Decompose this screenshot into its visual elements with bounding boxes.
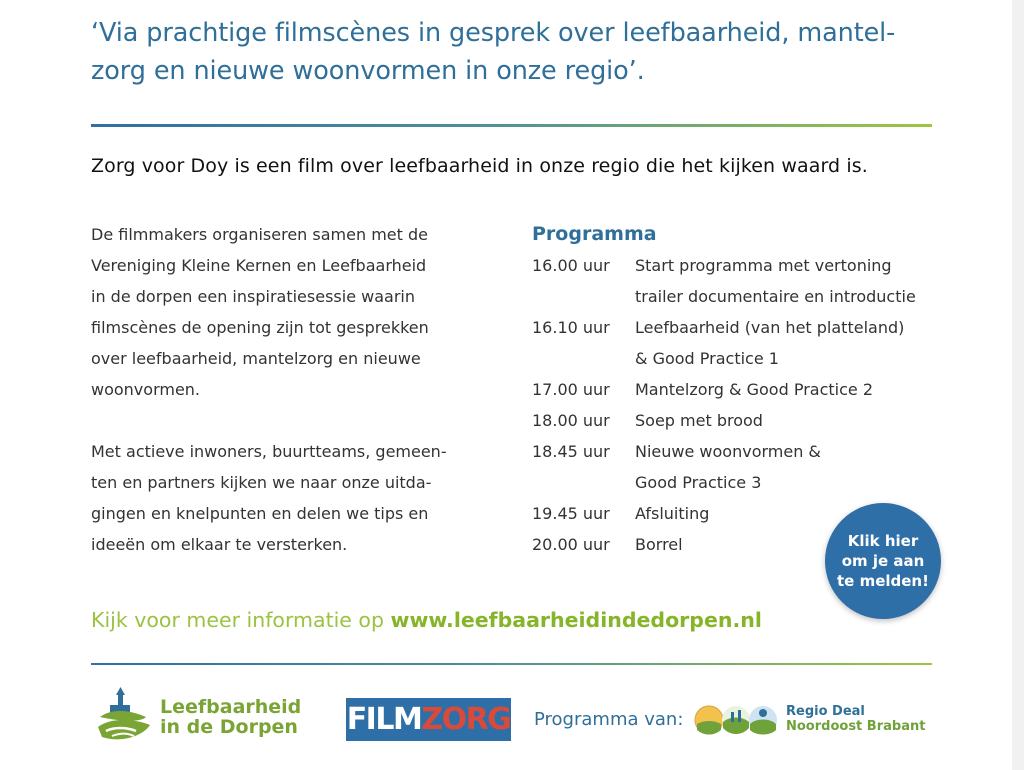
- program-time: 18.00 uur: [532, 411, 610, 430]
- top-divider: [91, 124, 932, 127]
- text-line: Met actieve inwoners, buurtteams, gemeen-: [91, 442, 447, 461]
- program-desc: Nieuwe woonvormen &: [635, 442, 821, 461]
- program-row: [532, 436, 962, 467]
- program-time: 17.00 uur: [532, 380, 610, 399]
- more-info-line: [91, 604, 851, 636]
- website-link[interactable]: www.leefbaarheidindedorpen.nl: [390, 608, 762, 632]
- text-line: over leefbaarheid, mantelzorg en nieuwe: [91, 349, 421, 368]
- program-row: [532, 467, 962, 498]
- program-time: 16.00 uur: [532, 256, 610, 275]
- logo-line: Regio Deal: [786, 704, 865, 719]
- program-time: 18.45 uur: [532, 442, 610, 461]
- page-edge: [1012, 0, 1024, 770]
- text-line: De filmmakers organiseren samen met de: [91, 225, 428, 244]
- program-desc: Leefbaarheid (van het platteland): [635, 318, 905, 337]
- program-desc: Mantelzorg & Good Practice 2: [635, 380, 873, 399]
- logo-line: Leefbaarheid: [160, 696, 302, 718]
- badge-line: Klik hier: [847, 532, 919, 550]
- program-row: [532, 343, 962, 374]
- program-desc: Borrel: [635, 535, 683, 554]
- program-row: [532, 281, 962, 312]
- bottom-divider: [91, 663, 932, 665]
- intro-paragraph-1: [91, 219, 491, 405]
- text-line: woonvormen.: [91, 380, 201, 399]
- program-row: [532, 312, 962, 343]
- program-time: 16.10 uur: [532, 318, 610, 337]
- program-row: [532, 250, 962, 281]
- filmzorg-part2: ZORG: [421, 702, 511, 737]
- quote-line: zorg en nieuwe woonvormen in onze regio’.: [91, 56, 645, 86]
- leefbaarheid-logo: [96, 687, 316, 747]
- landscape-circles-icon: [694, 702, 778, 738]
- program-time: 19.45 uur: [532, 504, 610, 523]
- logo-line: Noordoost Brabant: [786, 719, 926, 734]
- intro-text: [91, 219, 491, 560]
- program-time: 20.00 uur: [532, 535, 610, 554]
- more-info-text: Kijk voor meer informatie op: [91, 608, 384, 632]
- program-desc: Start programma met vertoning: [635, 256, 892, 275]
- signup-badge-button[interactable]: [825, 503, 941, 619]
- program-row: [532, 405, 962, 436]
- subheading: Zorg voor Doy is een film over leefbaarheid in onze regio die het kijken waard is.: [91, 155, 868, 177]
- badge-line: om je aan: [841, 552, 925, 570]
- text-line: gingen en knelpunten en delen we tips en: [91, 504, 429, 523]
- signup-badge-label: [834, 531, 932, 591]
- text-line: ideeën om elkaar te versterken.: [91, 535, 348, 554]
- regio-deal-wordmark: [786, 704, 925, 734]
- text-line: in de dorpen een inspiratiesessie waarin: [91, 287, 415, 306]
- program-desc: Soep met brood: [635, 411, 763, 430]
- program-time: [532, 343, 635, 374]
- programma-van-label: Programma van:: [534, 709, 684, 730]
- program-desc: trailer documentaire en introductie: [635, 287, 916, 306]
- programma-heading: Programma: [532, 223, 657, 245]
- quote-line: ‘Via prachtige filmscènes in gesprek over leefbaarheid, mantel-: [91, 18, 896, 48]
- text-line: Vereniging Kleine Kernen en Leefbaarheid: [91, 256, 427, 275]
- text-line: filmscènes de opening zijn tot gesprekken: [91, 318, 429, 337]
- intro-paragraph-2: [91, 436, 491, 560]
- logo-wordmark: [160, 697, 301, 737]
- text-line: ten en partners kijken we naar onze uitda-: [91, 473, 432, 492]
- regio-deal-logo: [694, 700, 934, 740]
- program-time: [532, 467, 635, 498]
- program-desc: & Good Practice 1: [635, 349, 779, 368]
- program-time: [532, 281, 635, 312]
- village-church-icon: [96, 687, 152, 745]
- logo-line: in de Dorpen: [160, 716, 298, 738]
- program-desc: Afsluiting: [635, 504, 710, 523]
- filmzorg-part1: FILM: [346, 702, 422, 737]
- badge-line: te melden!: [837, 572, 929, 590]
- filmzorg-logo: [346, 698, 511, 741]
- program-row: [532, 374, 962, 405]
- headline-quote: [91, 14, 951, 90]
- program-desc: Good Practice 3: [635, 473, 762, 492]
